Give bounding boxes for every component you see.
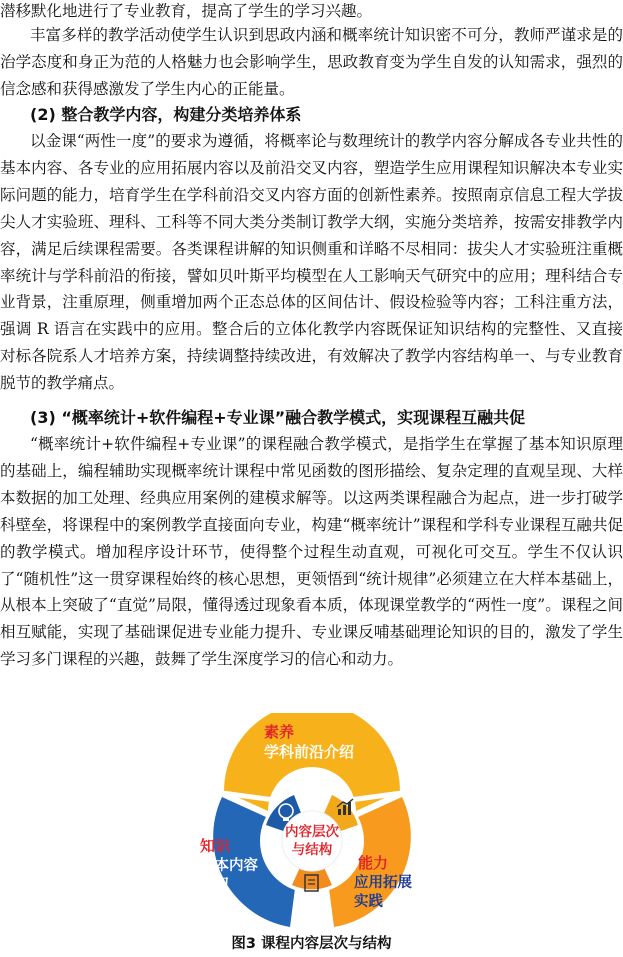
right-sub1: 应用拓展	[354, 875, 412, 891]
figure-caption: 图3 课程内容层次与结构	[231, 936, 392, 952]
section-heading-3: (3) “概率统计+软件编程+专业课”融合教学模式，实现课程互融共促	[30, 408, 526, 427]
left-sub1: 基本内容	[200, 858, 258, 874]
paragraph-teaching-activities: 丰富多样的教学活动使学生认识到思政内涵和概率统计知识密不可分，教师严谨求是的治学态度和身正为范的人格魅力也会影响学生，思政教育变为学生自发的认知需求，强烈的信念感和获得感激发了学生内心的正能量。	[0, 26, 623, 98]
center-circle	[282, 811, 342, 871]
content-structure-figure	[186, 713, 438, 931]
left-title: 知识	[200, 837, 231, 855]
right-sub2: 实践	[354, 894, 383, 910]
top-subtitle: 学科前沿介绍	[264, 743, 355, 761]
left-sub2: 学习	[200, 877, 229, 893]
paragraph-content-integration: 以金课“两性一度”的要求为遵循，将概率论与数理统计的教学内容分解成各专业共性的基本内容、各专业的应用拓展内容以及前沿交叉内容，塑造学生应用课程知识解决本专业实际问题的能力，培育学生在学科前沿交叉内容方面的创新性素养。按照南京信息工程大学拔尖人才实验班、理科、工科等不同大类分类制订教学大纲，实施分类培养，按需安排教学内容，满足后续课程需要。各类课程讲解的知识侧重和详略不尽相同：拔尖人才实验班注重概率统计与学科前沿的衔接，譬如贝叶斯平均模型在人工影响天气研究中的应用；理科结合专业背景，注重原理，侧重增加两个正态总体的区间估计、假设检验等内容；工科注重方法，强调 R 语言在实践中的应用。整合后的立体化教学内容既保证知识结构的完整性、又直接对标各院系人才培养方案，持续调整持续改进，有效解决了教学内容结构单一、与专业教育脱节的教学痛点。	[0, 132, 623, 393]
paragraph-intro-end: 潜移默化地进行了专业教育，提高了学生的学习兴趣。	[0, 2, 373, 20]
paragraph-fusion-model: “概率统计+软件编程+专业课”的课程融合教学模式，是指学生在掌握了基本知识原理的基础上，编程辅助实现概率统计课程中常见函数的图形描绘、复杂定理的直观呈现、大样本数据的加工处理、经典应用案例的建模求解等。以这两类课程融合为起点，进一步打破学科壁垒，将课程中的案例教学直接面向专业，构建“概率统计”课程和学科专业课程互融共促的教学模式。增加程序设计环节，使得整个过程生动直观，可视化可交互。学生不仅认识了“随机性”这一贯穿课程始终的核心思想，更领悟到“统计规律”必须建立在大样本基础上，从根本上突破了“直觉”局限，懂得透过现象看本质，体现课堂教学的“两性一度”。课程之间相互赋能，实现了基础课促进专业能力提升、专业课反哺基础理论知识的目的，激发了学生学习多门课程的兴趣，鼓舞了学生深度学习的信心和动力。	[0, 435, 623, 669]
section-heading-2: (2) 整合教学内容，构建分类培养体系	[30, 105, 302, 124]
center-line2: 与结构	[291, 842, 333, 858]
center-line1: 内容层次	[285, 824, 339, 840]
top-title: 素养	[264, 723, 295, 741]
structure-diagram	[186, 713, 438, 931]
right-title: 能力	[358, 854, 389, 872]
